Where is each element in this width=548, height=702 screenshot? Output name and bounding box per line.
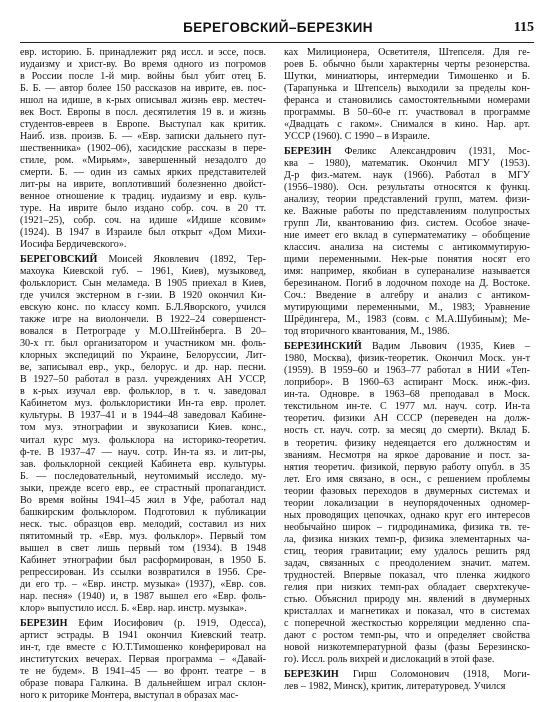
text-line <box>284 341 530 353</box>
line-text: анализу, теории представлений групп, матем. физи- <box>284 194 530 206</box>
text-line <box>20 630 266 642</box>
line-text: «Двадцать с гаком». Снимался в кино. Нар. арт. <box>284 119 530 131</box>
text-line <box>284 389 530 401</box>
line-text: Моисей Яковлевич (1892, Тер- <box>97 254 266 266</box>
text-line <box>284 158 530 170</box>
line-text: клор» выпустило иссл. Б. «Евр. нар. инстр. музыка». <box>20 602 247 614</box>
line-text: (1956–1980). Осн. результаты относятся к функц. <box>284 182 530 194</box>
line-text: классич. анализа на системы с антикоммутирую- <box>284 242 530 254</box>
line-text: (1921–25), собр. соч. на идише «Идише ксовим» <box>20 215 266 227</box>
text-line <box>284 290 530 302</box>
entry-headword: БЕРЕГОВСКИЙ <box>20 254 98 266</box>
line-text: евскую конс. по классу комп. Б.Л.Яворского, учился <box>20 302 266 314</box>
line-text: нятия теоретич. физикой, первую работу опубл. в 35 <box>284 461 530 473</box>
text-line <box>20 374 266 386</box>
line-text: пятитомный тр. «Евр. муз. фольклор». Первый том <box>20 530 266 542</box>
line-text: венное отношение к традиц. иудаизму и евр. куль- <box>20 191 266 203</box>
line-text: (1924). В 1947 в Израиле был открыт «Дом Михи- <box>20 227 266 239</box>
line-text: смерти. Б. — один из самых ярких представителей <box>20 167 266 179</box>
text-line <box>20 71 266 83</box>
text-line <box>284 182 530 194</box>
line-text: ние имеет его вклад в суперматематику – обобщение <box>284 230 530 242</box>
line-text: Д-р физ.-матем. наук (1966). Работал в МГУ <box>284 170 530 182</box>
text-line <box>284 558 530 570</box>
entry-headword: БЕРЕЗИНСКИЙ <box>284 341 362 353</box>
text-line <box>20 555 266 567</box>
text-line <box>284 438 530 450</box>
line-text: студентов-евреев в Европе. Выступал как критик. <box>20 119 266 131</box>
text-line <box>20 107 266 119</box>
line-text: Кабинетом муз. фольклористики Ин-та евр. пролет. <box>20 398 266 410</box>
text-line <box>284 642 530 654</box>
line-text: дают с ростом темп-ры, что и определяет свойства <box>284 629 530 641</box>
line-text: щими переменными. Нек-рые понятия носят его <box>284 254 530 266</box>
line-text: гелия при низких темп-рах обладает сверхтекуче- <box>284 581 530 593</box>
line-text: трудностей. Впервые показал, что пленка жидкого <box>284 569 530 581</box>
line-text: имя: например, якобиан в суперанализе называется <box>284 266 530 278</box>
text-line <box>20 167 266 179</box>
text-line <box>284 462 530 474</box>
line-text: УССР (1960). С 1990 – в Израиле. <box>284 131 430 143</box>
line-text: текстильном ин-те. С 1977 мл. науч. сотр. Ин-та <box>284 401 530 413</box>
entry-headword: БЕРЕЗИН <box>284 146 332 158</box>
line-text: вовался в Петрограде у М.О.Штейнберга. В 20– <box>20 326 266 338</box>
line-text: ных проводящих цепочках, однако круг его интересов <box>284 509 530 521</box>
text-line <box>284 450 530 462</box>
text-line <box>284 681 530 693</box>
text-line <box>284 326 530 338</box>
text-line <box>20 302 266 314</box>
text-line <box>284 254 530 266</box>
text-line <box>20 666 266 678</box>
line-text: 30-х гг. был организатором и участником мн. фоль- <box>20 338 266 350</box>
text-line <box>20 531 266 543</box>
text-line <box>284 278 530 290</box>
line-text: роев Б. обычно были характерны черты резонерства. <box>284 59 530 71</box>
line-text: также игре на виолончели. В 1922–24 совершенст- <box>20 314 266 326</box>
text-line <box>20 338 266 350</box>
entry-headword: БЕРЕЗКИН <box>284 668 339 680</box>
text-line <box>284 107 530 119</box>
line-text: в России после 1-й мир. войны был убит отец Б. <box>20 71 266 83</box>
text-line <box>284 630 530 642</box>
text-line <box>20 435 266 447</box>
line-text: артист эстрады. В 1941 окончил Киевский театр. <box>20 629 266 641</box>
line-text: стью. Объяснил природу мн. явлений в двумерных <box>284 593 530 605</box>
line-text: с поперечной жесткостью корреляции медленно спа- <box>284 617 530 629</box>
text-line <box>20 254 266 266</box>
line-text: теории фазовых переходов в двумерных системах и <box>284 485 530 497</box>
text-line <box>284 498 530 510</box>
line-text: В 1927–50 работал в разл. учреждениях АН УССР, <box>20 374 266 386</box>
line-text: век Вост. Европы в посл. десятилетия 19 в. и жизнь <box>20 107 266 119</box>
line-text: Соч.: Введение в алгебру и анализ с антиком- <box>284 290 530 302</box>
line-text: в теоретич. физику недеяцается его должностям и <box>284 437 530 449</box>
text-line <box>20 239 266 251</box>
line-text: в к-рых изучал евр. фольклор, в т. ч. заведовал <box>20 386 266 398</box>
line-text: новой низкотемпературной фазы (фазы Березинско- <box>284 641 530 653</box>
line-text: образе повара Галкина. В дальнейшем играл склон- <box>20 677 266 689</box>
text-line <box>20 410 266 422</box>
text-line <box>20 350 266 362</box>
text-line <box>284 546 530 558</box>
line-text: лет. Его имя связано, в осн., с решением проблемы <box>284 473 530 485</box>
line-text: Шрёдингера, М., 1983 (совм. с М.А.Шубиным); Ме- <box>284 314 530 326</box>
line-text: том муз. этнографии и звукозаписи Киев. конс., <box>20 422 266 434</box>
line-text: ди его тр. – «Евр. инстр. музыка» (1937), «Евр. сов. <box>20 578 266 590</box>
text-line <box>284 594 530 606</box>
line-text: 1980, Москва), физик-теоретик. Окончил Моск. ун-т <box>284 353 530 365</box>
line-text: теоретич. физики АН СССР (переведен на долж- <box>284 413 530 425</box>
text-line <box>284 669 530 681</box>
text-line <box>284 83 530 95</box>
text-line <box>284 71 530 83</box>
text-line <box>284 146 530 158</box>
text-line <box>20 483 266 495</box>
line-text: шественника» (1902–06), хасидские рассказы в пере- <box>20 143 266 155</box>
text-line <box>284 59 530 71</box>
text-line <box>284 606 530 618</box>
line-text: иудаизму и христ-ву. Во время одного из погромов <box>20 59 266 71</box>
line-text: Гирш Соломонович (1918, Моги- <box>338 668 530 680</box>
text-line <box>284 654 530 666</box>
text-line <box>20 642 266 654</box>
entry-headword: БЕРЕЗИН <box>20 617 68 629</box>
text-line <box>20 579 266 591</box>
text-line <box>20 567 266 579</box>
text-line <box>20 215 266 227</box>
page-title: БЕРЕГОВСКИЙ–БЕРЕЗКИН <box>183 20 373 35</box>
line-text: Вадим Львович (1935, Киев – <box>361 341 530 353</box>
text-line <box>284 353 530 365</box>
text-line <box>20 543 266 555</box>
line-text: го). Иссл. роль вихрей и дислокаций в этой фазе. <box>284 653 495 665</box>
line-text: лев – 1982, Минск), критик, литературовед. Учился <box>284 680 506 692</box>
text-line <box>20 95 266 107</box>
text-line <box>20 690 266 702</box>
line-text: лит-ры на иврите, воплотивший болезненно двойст- <box>20 179 266 191</box>
line-text: березинаном. Погиб в лодочном походе на Д. Востоке. <box>284 278 530 290</box>
text-line <box>20 603 266 615</box>
line-text: групп Ли, квантованию физ. систем. Особое значе- <box>284 218 530 230</box>
text-line <box>284 377 530 389</box>
text-line <box>20 227 266 239</box>
text-line <box>284 218 530 230</box>
text-line <box>284 582 530 594</box>
line-text: нар. песня» (1940) и, в 1987 вышел его «Евр. фоль- <box>20 590 266 602</box>
text-line <box>20 678 266 690</box>
line-text: клорных экспедиций по Украине, Белоруссии, Лит- <box>20 350 266 362</box>
text-line <box>284 170 530 182</box>
line-text: лоприбор». В 1960–63 аспирант Моск. инж.-физ. <box>284 377 530 389</box>
text-line <box>20 386 266 398</box>
line-text: тод вторичного квантования, М., 1986. <box>284 326 450 338</box>
text-line <box>284 242 530 254</box>
text-line <box>284 474 530 486</box>
line-text: программы. В 50–60-е гг. участвовал в программе <box>284 107 530 119</box>
text-line <box>284 522 530 534</box>
text-line <box>284 119 530 131</box>
line-text: туре. На иврите было издано собр. соч. в 20 тт. <box>20 203 266 215</box>
text-line <box>284 47 530 59</box>
text-line <box>284 95 530 107</box>
line-text: званиям. Несмотря на яркое дарование и пост. за- <box>284 449 530 461</box>
text-line <box>20 519 266 531</box>
line-text: стиц, теория гравитации; ему удалось решить ряд <box>284 545 530 557</box>
text-line <box>284 570 530 582</box>
line-text: Шутки, миниатюры, интермедии Тимошенко и Б. <box>284 71 530 83</box>
text-line <box>20 326 266 338</box>
text-line <box>20 495 266 507</box>
text-line <box>20 155 266 167</box>
text-line <box>20 398 266 410</box>
line-text: (1959). В 1959–60 и 1963–77 работал в НИИ «Теп- <box>284 365 530 377</box>
text-line <box>20 119 266 131</box>
text-line <box>20 447 266 459</box>
line-text: ин-т, где вместе с Ю.Т.Тимошенко конферировал на <box>20 641 266 653</box>
line-text: ншол на идише, в к-рых описывал жизнь евр. местеч- <box>20 95 266 107</box>
line-text: ф-те. В 1937–47 — науч. сотр. Ин-та яз. и лит-ры, <box>20 446 266 458</box>
line-text: махоука Киевской губ. – 1961, Киев), музыковед, <box>20 266 266 278</box>
text-line <box>284 510 530 522</box>
line-text: Б. — последовательный, неутомимый исследо. му- <box>20 470 266 482</box>
text-line <box>20 83 266 95</box>
text-line <box>284 486 530 498</box>
line-text: фольклорист. Сын меламеда. В 1905 приехал в Киев, <box>20 278 266 290</box>
text-line <box>284 618 530 630</box>
text-line <box>20 191 266 203</box>
line-text: ность ст. науч. сотр. за месяц до смерти). Вклад Б. <box>284 425 530 437</box>
line-text: ква – 1980), математик. Окончил МГУ (1953). <box>284 158 530 170</box>
text-line <box>284 314 530 326</box>
text-line <box>20 654 266 666</box>
text-line <box>284 194 530 206</box>
line-text: читал курс муз. фольклора на историко-теоретич. <box>20 434 266 446</box>
line-text: те не будем». В 1941–45 — во фронт. театре – в <box>20 665 266 677</box>
running-header <box>20 20 536 42</box>
line-text: феранса и становились самостоятельными номерами <box>284 95 530 107</box>
line-text: (Тарапунька и Штепсель) выходили за пределы кон- <box>284 83 530 95</box>
text-line <box>20 290 266 302</box>
line-text: ве, записывал евр., укр., белорус. и др. нар. песни. <box>20 362 266 374</box>
text-line <box>284 230 530 242</box>
line-text: Кабинет этнографии был расформирован, в 1950 Б. <box>20 554 266 566</box>
text-line <box>284 302 530 314</box>
line-text: зав. фольклорной секцией Кабинета евр. культуры. <box>20 458 266 470</box>
text-line <box>20 143 266 155</box>
text-line <box>20 618 266 630</box>
line-text: ла, физика низких темп-р, физика элементарных ча- <box>284 533 530 545</box>
text-line <box>20 459 266 471</box>
line-text: ного к риторике Монтера, выступал в образах мас- <box>20 689 239 701</box>
text-line <box>20 59 266 71</box>
line-text: неск. тыс. образцов евр. мелодий, составил из них <box>20 518 266 530</box>
text-line <box>20 179 266 191</box>
text-line <box>284 131 530 143</box>
text-line <box>284 206 530 218</box>
line-text: ин-та. Одновре. в 1963–68 преподавал в Моск. <box>284 389 530 401</box>
line-text: Наиб. изв. произв. Б. — «Евр. записки дальнего пут- <box>20 131 266 143</box>
text-line <box>20 314 266 326</box>
line-text: Феликс Александрович (1931, Мос- <box>331 146 530 158</box>
line-text: необычайно широк – гидродинамика, физика тв. те- <box>284 521 530 533</box>
line-text: вышел в свет лишь первый том (1934). В 1948 <box>20 542 266 554</box>
line-text: мутирующими переменными, М., 1983; Уравнение <box>284 302 530 314</box>
text-line <box>20 131 266 143</box>
text-line <box>284 534 530 546</box>
line-text: зыки, прежде всего евр., ее страстный пропагандист. <box>20 482 266 494</box>
text-line <box>284 401 530 413</box>
line-text: теории локализации в неупорядоченных одномер- <box>284 497 530 509</box>
line-text: институтских вечерах. Первая программа – «Давай- <box>20 653 266 665</box>
line-text: стиле, ром. «Мирьям», завершенный незадолго до <box>20 155 266 167</box>
line-text: культуры. В 1937–41 и в 1944–48 заведовал Кабине- <box>20 410 266 422</box>
right-column <box>284 47 530 693</box>
text-line <box>20 422 266 434</box>
text-line <box>20 278 266 290</box>
text-line <box>20 471 266 483</box>
text-line <box>20 47 266 59</box>
text-line <box>20 507 266 519</box>
page-number: 115 <box>513 20 534 35</box>
line-text: кристаллах и магнетиках и показал, что в системах <box>284 605 530 617</box>
line-text: евр. историю. Б. принадлежит ряд иссл. и эссе, посв. <box>20 47 266 58</box>
line-text: Б. Б. — автор более 150 рассказов на иврите, ев. пос- <box>20 83 266 95</box>
line-text: Иосифа Бердичевского». <box>20 239 127 251</box>
line-text: ках Милиционера, Осветителя, Штепселя. Для ге- <box>284 47 530 58</box>
text-line <box>20 362 266 374</box>
line-text: репрессирован. Из ссылки возвратился в 1956. Сре- <box>20 566 266 578</box>
line-text: Во время войны 1941–45 жил в Уфе, работал над <box>20 494 266 506</box>
line-text: задач, связанных с преодолением значит. матем. <box>284 557 530 569</box>
line-text: башкирским фольклором. Подготовил к публикации <box>20 506 266 518</box>
text-line <box>284 425 530 437</box>
left-column <box>20 47 266 702</box>
line-text: Ефим Иосифович (р. 1919, Одесса), <box>67 617 266 629</box>
text-line <box>20 591 266 603</box>
line-text: где учился экстерном в г-зии. В 1920 окончил Ки- <box>20 290 266 302</box>
line-text: ке. Важные работы по представлениям полупростых <box>284 206 530 218</box>
text-line <box>20 203 266 215</box>
text-line <box>284 266 530 278</box>
text-line <box>20 266 266 278</box>
header-rule <box>20 42 534 43</box>
text-line <box>284 413 530 425</box>
text-line <box>284 365 530 377</box>
